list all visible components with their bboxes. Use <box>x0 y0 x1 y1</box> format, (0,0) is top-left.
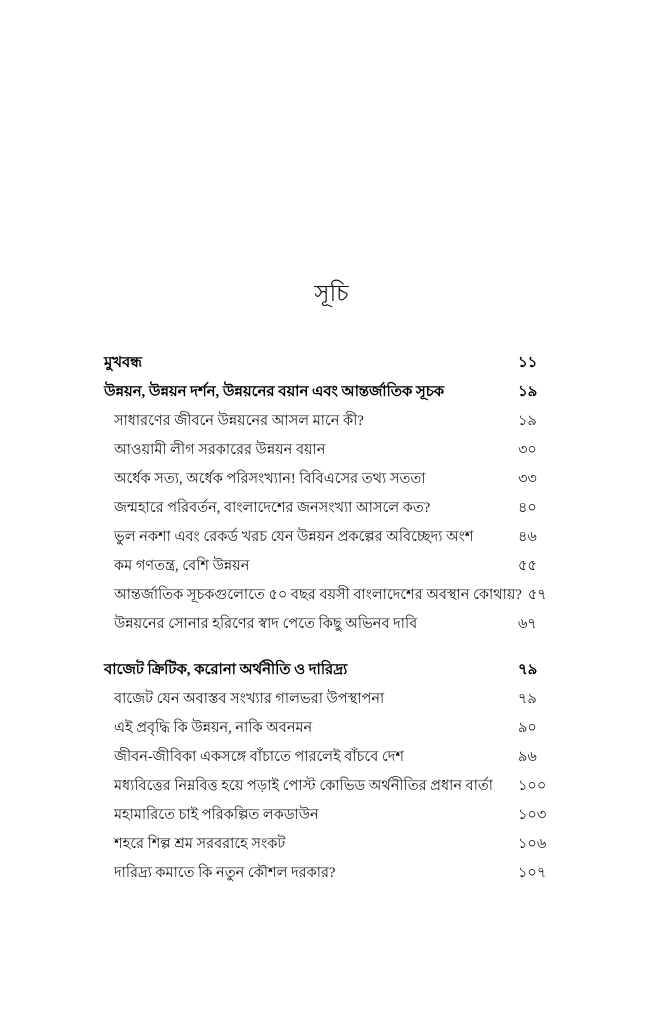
toc-entry-page-number: ১১ <box>518 355 538 371</box>
toc-entry[interactable] <box>104 863 564 892</box>
toc-entry-page-number: ১০৭ <box>518 865 547 881</box>
toc-entry-label: শহরে শিল্প শ্রম সরবরাহে সংকট <box>114 836 286 852</box>
toc-entry[interactable] <box>104 718 564 747</box>
toc-entry-page-number: ১৯ <box>518 413 537 429</box>
toc-entry-page-number: ৩০ <box>518 442 537 458</box>
toc-entry-page-number: ৬৭ <box>518 616 537 632</box>
toc-entry-label: এই প্রবৃদ্ধি কি উন্নয়ন, নাকি অবনমন <box>114 720 313 736</box>
toc-entry-page-number: ৫৫ <box>518 558 537 574</box>
toc-entry-label: বাজেট ক্রিটিক, করোনা অর্থনীতি ও দারিদ্র্য <box>104 662 348 678</box>
toc-entry[interactable] <box>104 353 564 382</box>
toc-entry-page-number: ৯০ <box>518 720 537 736</box>
toc-entry-label: মুখবন্ধ <box>104 355 142 371</box>
toc-entry-label: মধ্যবিত্তের নিম্নবিত্ত হয়ে পড়াই পোস্ট কোভিড অর্থনীতির প্রধান বার্তা <box>114 778 493 794</box>
toc-entry-page-number: ১০৬ <box>518 836 547 852</box>
toc-entry-label: উন্নয়নের সোনার হরিণের স্বাদ পেতে কিছু অভিনব দাবি <box>114 616 418 632</box>
toc-entry[interactable] <box>104 776 564 805</box>
toc-entry[interactable] <box>104 689 564 718</box>
toc-entry-label: অর্ধেক সত্য, অর্ধেক পরিসংখ্যান! বিবিএসের তথ্য সততা <box>114 471 426 487</box>
table-of-contents-list <box>104 353 564 892</box>
toc-entry-label: সাধারণের জীবনে উন্নয়নের আসল মানে কী? <box>114 413 364 429</box>
toc-entry-page-number: ৭৯ <box>518 691 537 707</box>
toc-entry-page-number: ৯৬ <box>518 749 537 765</box>
toc-entry-label: দারিদ্র্য কমাতে কি নতুন কৌশল দরকার? <box>114 865 336 881</box>
toc-entry-page-number: ১০০ <box>518 778 547 794</box>
toc-entry-label: জন্মহারে পরিবর্তন, বাংলাদেশের জনসংখ্যা আসলে কত? <box>114 500 431 516</box>
toc-entry-page-number: ৭৯ <box>518 662 538 678</box>
toc-entry-page-number: ১০৩ <box>518 807 547 823</box>
toc-entry[interactable] <box>104 469 564 498</box>
toc-entry-label: বাজেট যেন অবাস্তব সংখ্যার গালভরা উপস্থাপনা <box>114 691 385 707</box>
toc-entry[interactable] <box>104 585 564 614</box>
toc-entry[interactable] <box>104 382 564 411</box>
toc-entry-label: কম গণতন্ত্র, বেশি উন্নয়ন <box>114 558 250 574</box>
toc-entry[interactable] <box>104 660 564 689</box>
toc-entry-page-number: ৩৩ <box>518 471 537 487</box>
toc-entry-label: উন্নয়ন, উন্নয়ন দর্শন, উন্নয়নের বয়ান এবং আন্তর্জাতিক সূচক <box>104 384 445 400</box>
toc-entry-label: আন্তর্জাতিক সূচকগুলোতে ৫০ বছর বয়সী বাংলাদেশের অবস্থান কোথায়? <box>114 587 522 603</box>
page-title: সূচি <box>314 281 349 306</box>
toc-entry[interactable] <box>104 747 564 776</box>
toc-entry-page-number: ৪০ <box>518 500 537 516</box>
toc-entry[interactable] <box>104 614 564 643</box>
toc-entry[interactable] <box>104 834 564 863</box>
toc-entry[interactable] <box>104 498 564 527</box>
toc-entry[interactable] <box>104 440 564 469</box>
toc-entry-label: ভুল নকশা এবং রেকর্ড খরচ যেন উন্নয়ন প্রকল্পের অবিচ্ছেদ্য অংশ <box>114 529 474 545</box>
toc-entry[interactable] <box>104 805 564 834</box>
toc-entry-label: মহামারিতে চাই পরিকল্পিত লকডাউন <box>114 807 319 823</box>
toc-entry[interactable] <box>104 527 564 556</box>
toc-entry[interactable] <box>104 556 564 585</box>
toc-entry-page-number: ১৯ <box>518 384 538 400</box>
toc-entry-page-number: ৫৭ <box>527 587 547 603</box>
toc-entry-label: জীবন-জীবিকা একসঙ্গে বাঁচাতে পারলেই বাঁচবে দেশ <box>114 749 404 765</box>
toc-entry-page-number: ৪৬ <box>518 529 537 545</box>
toc-entry[interactable] <box>104 411 564 440</box>
toc-entry-label: আওয়ামী লীগ সরকারের উন্নয়ন বয়ান <box>114 442 326 458</box>
